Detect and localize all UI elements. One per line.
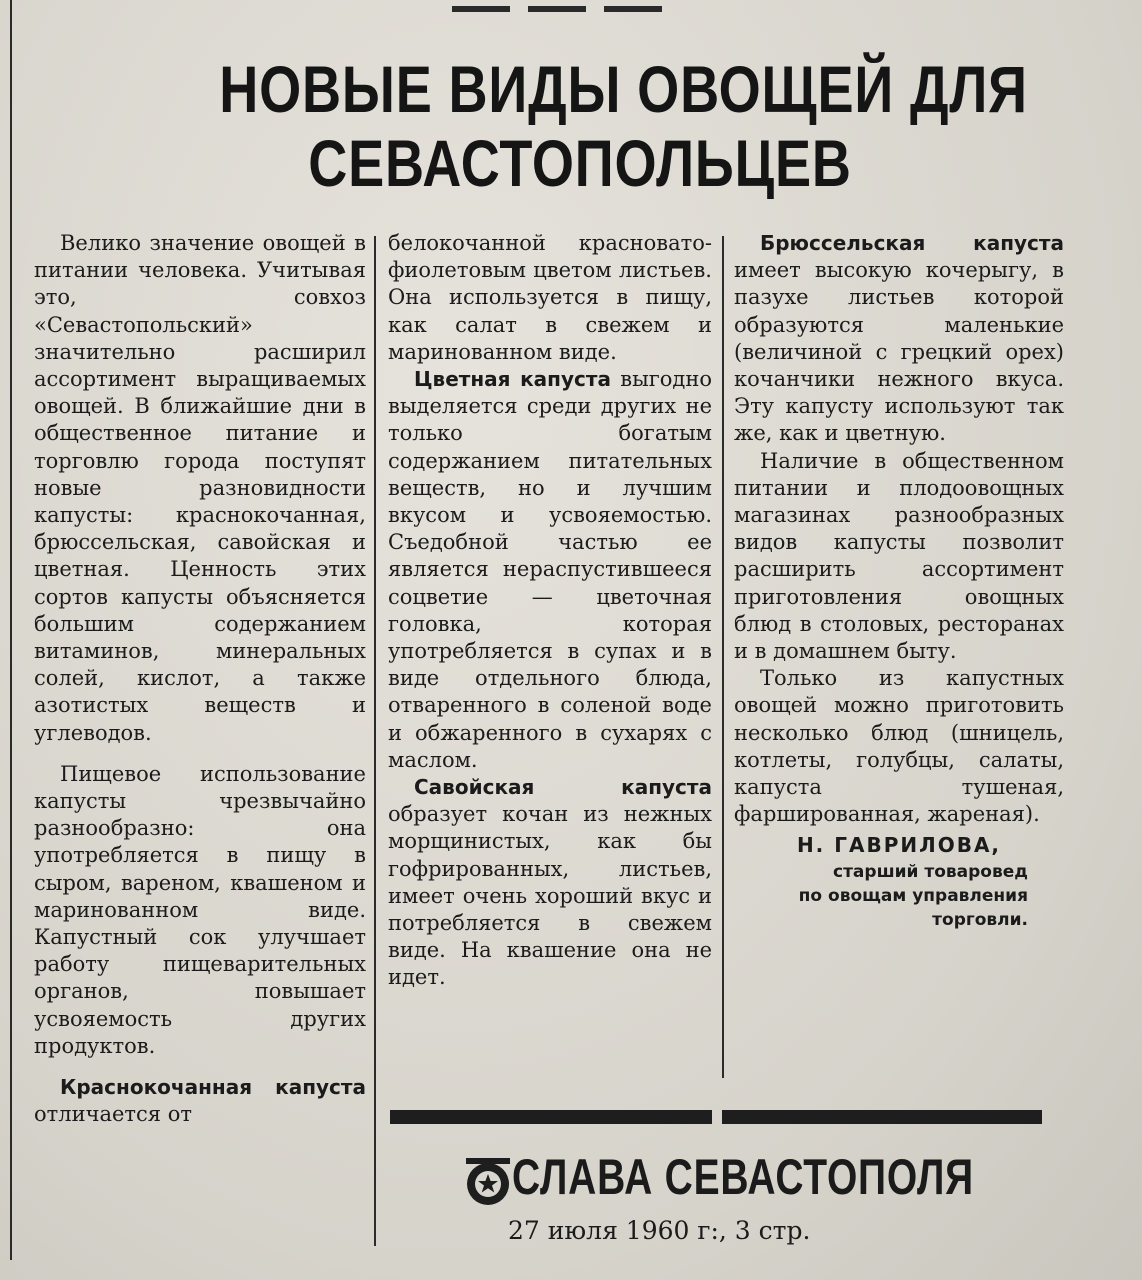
- article-column-2: [388, 230, 712, 992]
- author-name: Н. ГАВРИЛОВА,: [796, 833, 1002, 858]
- bold-lead: Цветная капуста: [414, 367, 611, 392]
- paragraph: [734, 230, 1064, 448]
- paragraph-text: выгодно выделяется среди других не только богатым содержанием питательных веществ, но и лучшим вкусом и усвояемостью. Съедобной частью ее является нераспустившееся соцветие — цветочная головка, которая употребляется в супах и в виде отдельного блюда, отваренного в соленой воде и обжаренного в сухарях с маслом.: [388, 367, 712, 772]
- star-emblem-icon: [462, 1152, 518, 1208]
- paragraph: Велико значение овощей в питании человека. Учитывая это, совхоз «Севастопольский» значительно расширил ассортимент выращиваемых овощей. В ближайшие дни в общественное питание и торговлю города поступят новые разновидности капусты: краснокочанная, брюссельская, савойская и цветная. Ценность этих сортов капусты объясняется большим содержанием витаминов, минеральных солей, кислот, а также азотистых веществ и углеводов.: [34, 231, 366, 745]
- masthead-rule-left: [390, 1110, 712, 1124]
- paragraph: Только из капустных овощей можно приготовить несколько блюд (шницель, котлеты, голубцы, салаты, капуста тушеная, фаршированная, жареная).: [734, 666, 1064, 827]
- masthead-rule-right: [722, 1110, 1042, 1124]
- article-headline: [219, 52, 1028, 200]
- bold-lead: Краснокочанная капуста: [60, 1075, 366, 1100]
- paragraph: Наличие в общественном питании и плодоовощных магазинах разнообразных видов капусты позволит расширить ассортимент приготовления овощных блюд в столовых, ресторанах и в домашнем быту.: [734, 448, 1064, 664]
- article-column-1: [34, 230, 366, 1129]
- paragraph-text: отличается от: [34, 1102, 192, 1127]
- paragraph: [34, 1074, 366, 1128]
- left-border-rule: [10, 0, 12, 1260]
- paragraph-text: имеет высокую кочерыгу, в пазухе листьев которой образуются маленькие (величиной с грецкий орех) кочанчики нежного вкуса. Эту капусту используют так же, как и цветную.: [734, 258, 1064, 446]
- column-divider: [374, 236, 376, 1246]
- paragraph: Пищевое использование капусты чрезвычайно разнообразно: она употребляется в пищу в сыром, вареном, квашеном и маринованном виде. Капустный сок улучшает работу пищеварительных органов, повышает усвояемость других продуктов.: [34, 761, 366, 1058]
- author-role-line: старший товаровед: [833, 861, 1028, 882]
- bold-lead: Брюссельская капуста: [760, 231, 1064, 255]
- paragraph-text: образует кочан из нежных морщинистых, как бы гофрированных, листьев, имеет очень хороший вкус и потребляется в свежем виде. На квашение она не идет.: [388, 802, 712, 990]
- paragraph: [388, 774, 712, 992]
- issue-date: 27 июля 1960 г:, 3 стр.: [508, 1216, 811, 1245]
- top-decorative-rule: [452, 6, 662, 12]
- author-role-line: по овощам управления: [798, 885, 1028, 906]
- newspaper-masthead: [462, 1148, 1022, 1208]
- column-divider: [722, 236, 724, 1078]
- article-column-3: [734, 230, 1064, 932]
- paragraph: белокочанной красновато-фиолетовым цветом листьев. Она используется в пищу, как салат в свежем и маринованном виде.: [388, 231, 712, 364]
- headline-line-1: НОВЫЕ ВИДЫ ОВОЩЕЙ ДЛЯ: [219, 52, 1028, 126]
- bold-lead: Савойская капуста: [414, 775, 712, 800]
- author-signature: [734, 832, 1064, 931]
- masthead-title: СЛАВА СЕВАСТОПОЛЯ: [512, 1149, 974, 1205]
- paragraph: [388, 366, 712, 774]
- author-role-line: торговли.: [932, 909, 1028, 930]
- headline-line-2: СЕВАСТОПОЛЬЦЕВ: [308, 126, 852, 200]
